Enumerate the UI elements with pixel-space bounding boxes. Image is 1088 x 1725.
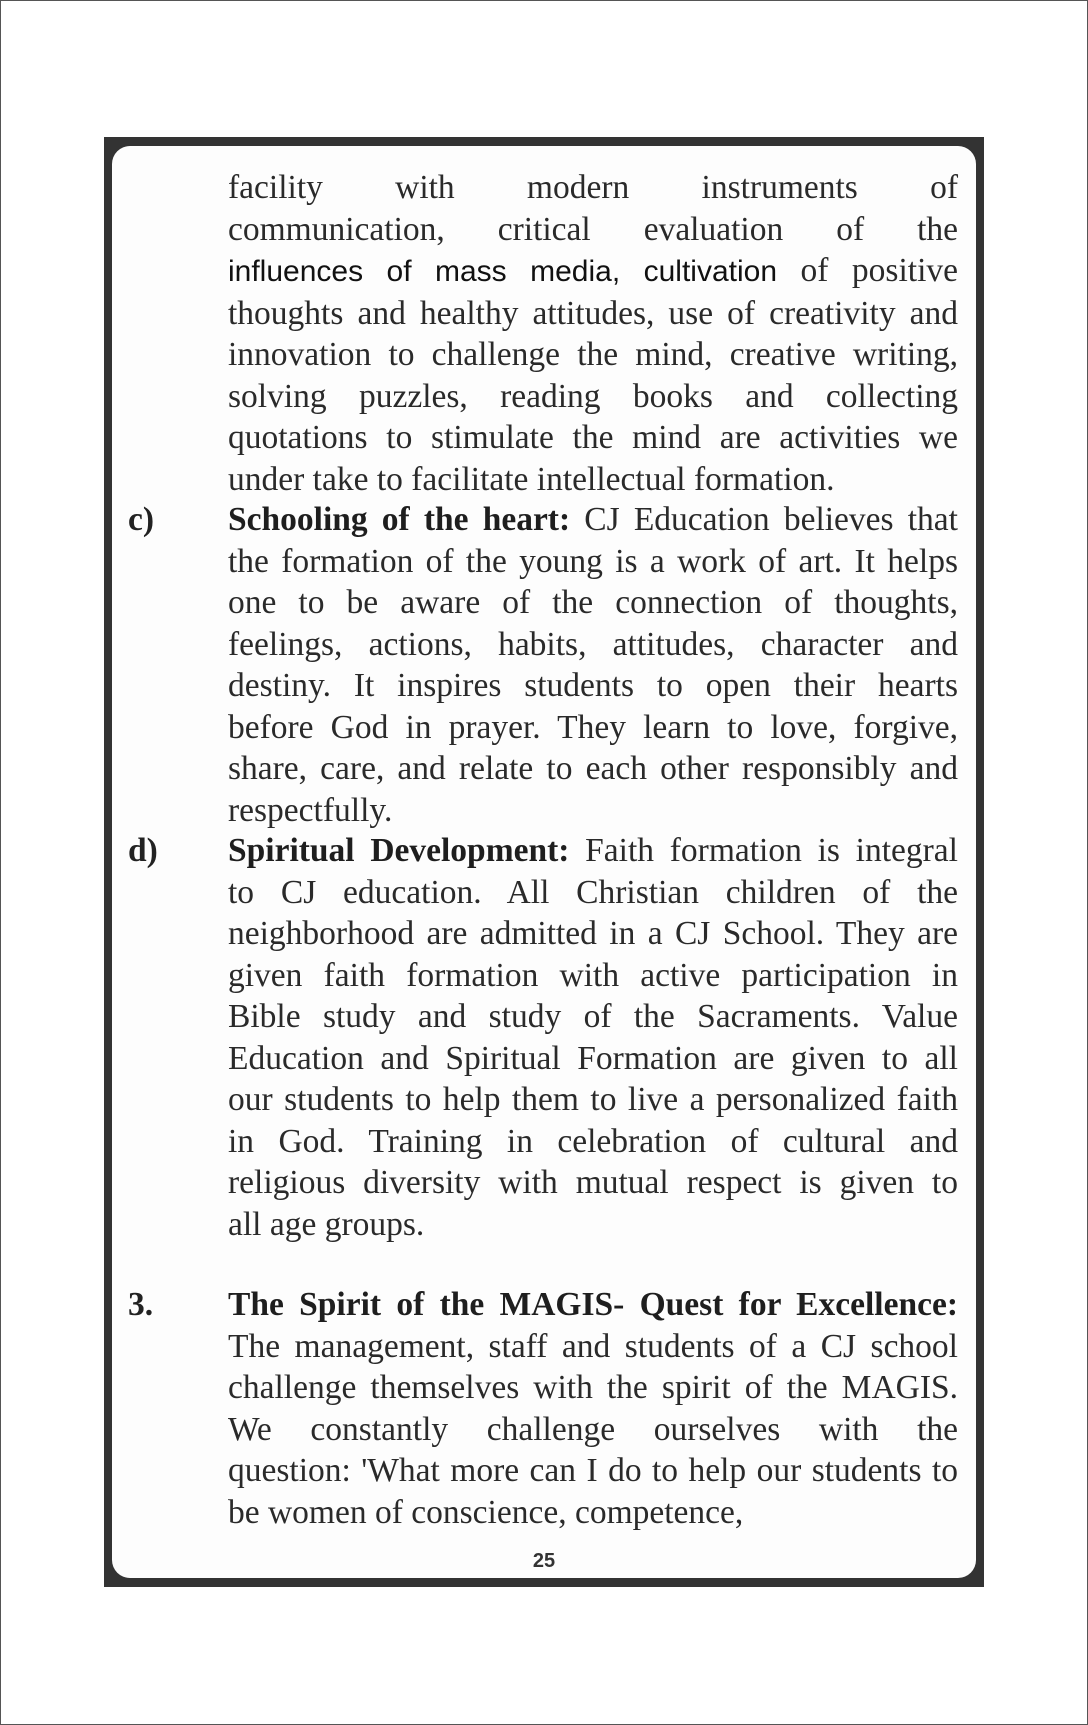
- text-line: facility with modern instruments of: [228, 169, 958, 206]
- text-line: Education and Spiritual Formation are given to all: [228, 1039, 958, 1077]
- text-line: quotations to stimulate the mind are activities we: [228, 419, 958, 456]
- text-line: feelings, actions, habits, attitudes, character and: [228, 625, 958, 663]
- text-line: before God in prayer. They learn to love, forgive,: [228, 708, 958, 746]
- text-line: We constantly challenge ourselves with the: [228, 1410, 958, 1448]
- text-line: given faith formation with active participation in: [228, 956, 958, 994]
- text-line: innovation to challenge the mind, creative writing,: [228, 336, 958, 373]
- paragraph-intellectual-formation: [228, 167, 958, 500]
- text-line: question: 'What more can I do to help our students to: [228, 1452, 958, 1489]
- text-line: CJ Education believes that: [570, 501, 958, 538]
- item-heading: Schooling of the heart:: [228, 501, 571, 538]
- list-marker-c: c): [128, 501, 155, 538]
- text-line: all age groups.: [228, 1205, 425, 1243]
- text-line: religious diversity with mutual respect is given to: [228, 1164, 958, 1201]
- text-line: share, care, and relate to each other responsibly and: [228, 750, 958, 787]
- text-line: thoughts and healthy attitudes, use of creativity and: [228, 294, 958, 332]
- paragraph-spirit-of-magis: [228, 1284, 958, 1533]
- text-line: neighborhood are admitted in a CJ School. They are: [228, 915, 958, 952]
- text-line: our students to help them to live a personalized faith: [228, 1081, 958, 1118]
- section-heading: The Spirit of the MAGIS- Quest for Excellence:: [228, 1286, 958, 1323]
- list-marker-d: d): [128, 832, 158, 869]
- text-line: under take to facilitate intellectual formation.: [228, 460, 835, 498]
- text-line: of positive: [777, 252, 958, 289]
- text-line: communication, critical evaluation of the: [228, 210, 958, 248]
- text-line-sans: influences of mass media, cultivation: [228, 255, 778, 288]
- paragraph-spiritual-development: [228, 830, 958, 1245]
- text-line: Bible study and study of the Sacraments. Value: [228, 998, 958, 1035]
- text-line: in God. Training in celebration of cultural and: [228, 1122, 958, 1160]
- text-line: challenge themselves with the spirit of the MAGIS.: [228, 1369, 958, 1406]
- text-line: solving puzzles, reading books and collecting: [228, 377, 958, 415]
- text-line: one to be aware of the connection of thoughts,: [228, 584, 958, 621]
- text-line: destiny. It inspires students to open their hearts: [228, 667, 958, 704]
- text-line: to CJ education. All Christian children of the: [228, 873, 958, 911]
- section-number-3: 3.: [128, 1286, 154, 1323]
- text-line: the formation of the young is a work of art. It helps: [228, 542, 958, 580]
- text-line: Faith formation is integral: [569, 832, 958, 869]
- text-line: be women of conscience, competence,: [228, 1493, 744, 1531]
- paragraph-schooling-of-heart: [228, 499, 958, 831]
- page-number: 25: [532, 1550, 556, 1572]
- item-heading: Spiritual Development:: [228, 832, 570, 869]
- text-line: The management, staff and students of a CJ school: [228, 1327, 958, 1365]
- text-line: respectfully.: [228, 791, 393, 829]
